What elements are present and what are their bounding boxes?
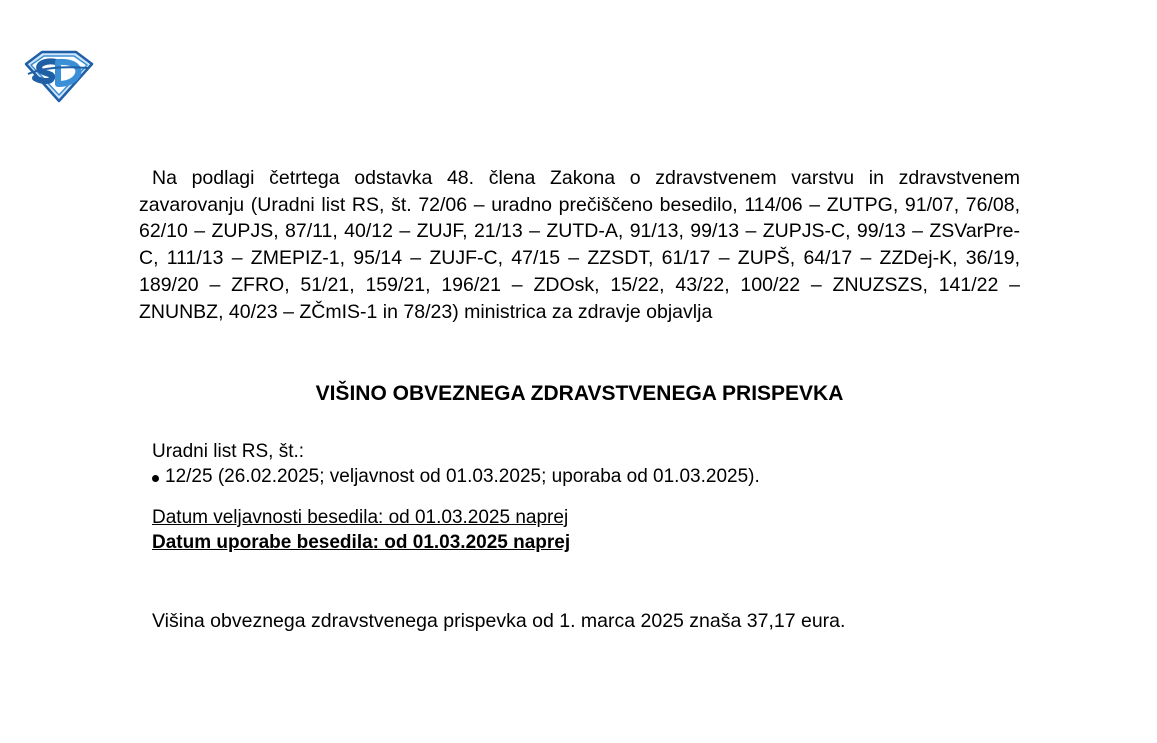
document-title: VIŠINO OBVEZNEGA ZDRAVSTVENEGA PRISPEVKA <box>315 382 844 405</box>
gazette-entry: 12/25 (26.02.2025; veljavnost od 01.03.2025; uporaba od 01.03.2025). <box>165 466 760 487</box>
legal-basis-paragraph: Na podlagi četrtega odstavka 48. člena Zakona o zdravstvenem varstvu in zdravstvenem zavarovanju (Uradni list RS, št. 72/06 – uradno prečiščeno besedilo, 114/06 – ZUTPG, 91/07, 76/08, 62/10 – ZUPJS, 87/11, 40/12 – ZUJF, 21/13 – ZUTD-A, 91/13, 99/13 – ZUPJS-C, 99/13 – ZSVarPre-C, 111/13 – ZMEPIZ-1, 95/14 – ZUJF-C, 47/15 – ZZSDT, 61/17 – ZUPŠ, 64/17 – ZZDej-K, 36/19, 189/20 – ZFRO, 51/21, 159/21, 196/21 – ZDOsk, 15/22, 43/22, 100/22 – ZNUZSZS, 141/22 – ZNUNBZ, 40/23 – ZČmIS-1 in 78/23) ministrica za zdravje objavlja <box>139 167 1020 323</box>
gazette-label: Uradni list RS, št.: <box>152 441 305 462</box>
gazette-list-item <box>152 465 760 489</box>
sd-shield-logo-icon <box>22 48 96 104</box>
bullet-icon <box>152 475 159 482</box>
application-date: Datum uporabe besedila: od 01.03.2025 naprej <box>152 532 571 553</box>
contribution-amount-text: Višina obveznega zdravstvenega prispevka od 1. marca 2025 znaša 37,17 eura. <box>152 610 846 632</box>
validity-date: Datum veljavnosti besedila: od 01.03.2025 naprej <box>152 507 569 528</box>
